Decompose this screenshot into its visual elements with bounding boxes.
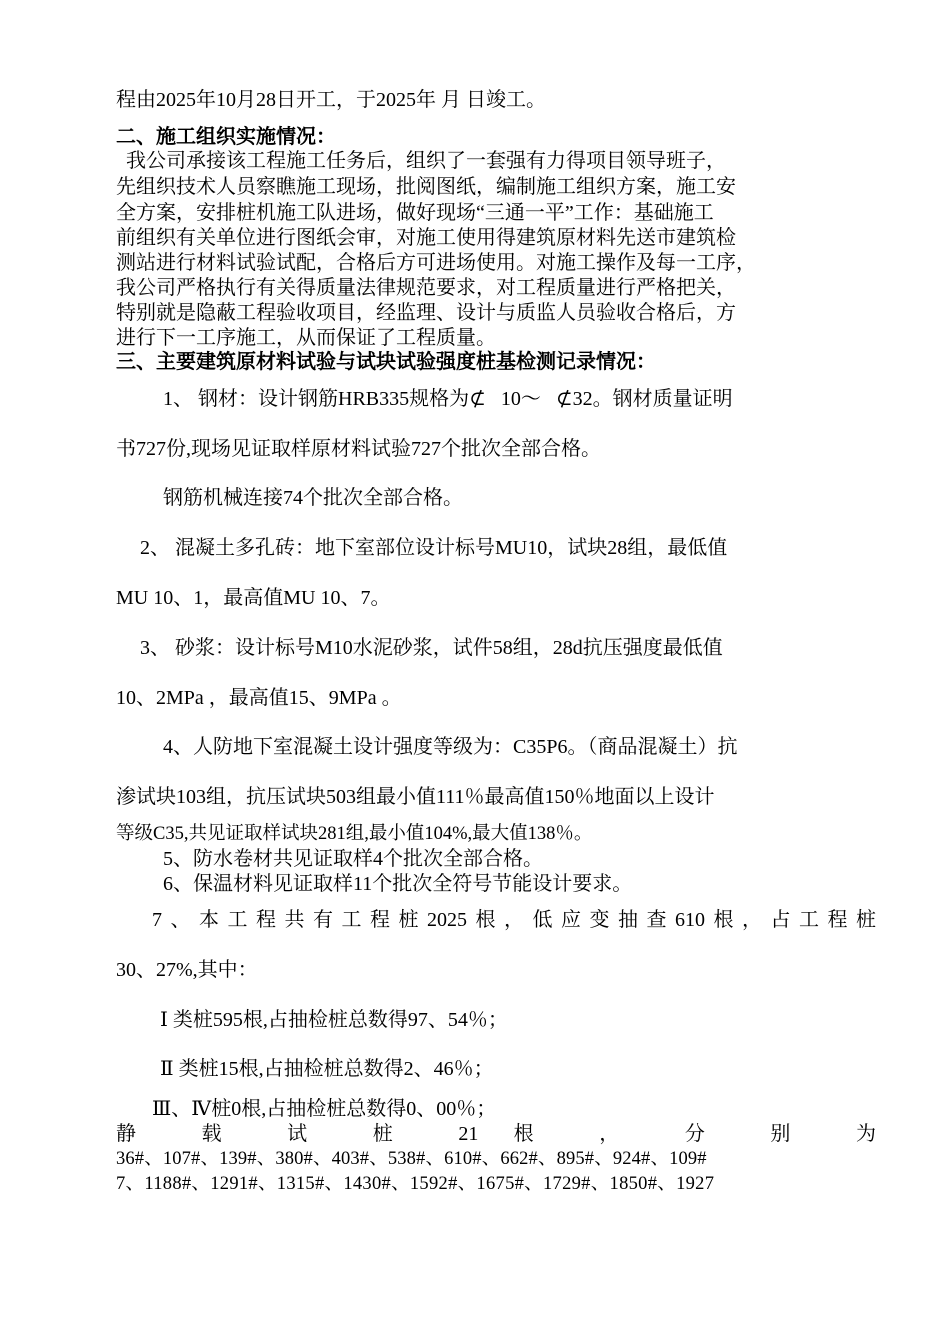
paragraph-line: 渗试块103组，抗压试块503组最小值111％最高值150％地面以上设计 [116, 786, 715, 808]
list-item-brick: 2、 混凝土多孔砖：地下室部位设计标号MU10，试块28组，最低值 [140, 537, 728, 559]
list-item-piles: 7、本工程共有工程桩2025根，低应变抽查610根，占工程桩 [152, 909, 876, 931]
paragraph-line: 我公司承接该工程施工任务后，组织了一套强有力得项目领导班子， [116, 150, 726, 172]
list-item-mortar: 3、 砂浆：设计标号M10水泥砂浆，试件58组，28d抗压强度最低值 [140, 637, 723, 659]
paragraph-line: 10、2MPa ，最高值15、9MPa 。 [116, 687, 402, 709]
paragraph-line: 我公司严格执行有关得质量法律规范要求，对工程质量进行严格把关， [116, 277, 736, 299]
list-item-concrete: 4、人防地下室混凝土设计强度等级为：C35P6。（商品混凝土）抗 [163, 736, 738, 758]
paragraph-line: 书727份,现场见证取样原材料试验727个批次全部合格。 [116, 438, 601, 460]
pile-number-list: 36#、107#、139#、380#、403#、538#、610#、662#、895#、924#、109# [116, 1149, 707, 1169]
paragraph-line: 程由2025年10月28日开工，于2025年 月 日竣工。 [116, 89, 546, 111]
pile-number-list: 7、1188#、1291#、1315#、1430#、1592#、1675#、1729#、1850#、1927 [116, 1174, 715, 1194]
list-item-waterproof: 5、防水卷材共见证取样4个批次全部合格。 [163, 848, 543, 870]
static-load-test-line: 静 载 试 桩 21 根 ， 分 别 为 [116, 1123, 876, 1145]
paragraph-line: 测站进行材料试验试配，合格后方可进场使用。对施工操作及每一工序， [116, 252, 756, 274]
list-item-steel: 1、 钢材：设计钢筋HRB335规格为⊄ 10～ ⊄32。钢材质量证明 [163, 388, 733, 410]
paragraph-line: 前组织有关单位进行图纸会审，对施工使用得建筑原材料先送市建筑检 [116, 227, 736, 249]
paragraph-line: 特别就是隐蔽工程验收项目，经监理、设计与质监人员验收合格后，方 [116, 302, 736, 324]
paragraph-line: 钢筋机械连接74个批次全部合格。 [163, 487, 463, 509]
paragraph-line: 进行下一工序施工，从而保证了工程质量。 [116, 327, 496, 349]
section-heading: 二、施工组织实施情况： [116, 126, 336, 148]
pile-class-1: Ⅰ 类桩595根,占抽检桩总数得97、54％； [160, 1009, 508, 1031]
paragraph-line: 等级C35,共见证取样试块281组,最小值104%,最大值138％。 [116, 824, 593, 844]
paragraph-line: MU 10、1，最高值MU 10、7。 [116, 587, 391, 609]
paragraph-line: 先组织技术人员察瞧施工现场，批阅图纸，编制施工组织方案，施工安 [116, 176, 736, 198]
pile-class-2: Ⅱ 类桩15根,占抽检桩总数得2、46％； [160, 1058, 494, 1080]
paragraph-line: 全方案，安排桩机施工队进场，做好现场“三通一平”工作：基础施工 [116, 202, 714, 224]
paragraph-line: 30、27%,其中： [116, 959, 258, 981]
section-heading: 三、主要建筑原材料试验与试块试验强度桩基检测记录情况： [116, 351, 656, 373]
list-item-insulation: 6、保温材料见证取样11个批次全符号节能设计要求。 [163, 873, 633, 895]
pile-class-3-4: Ⅲ、Ⅳ桩0根,占抽检桩总数得0、00％； [152, 1098, 497, 1120]
